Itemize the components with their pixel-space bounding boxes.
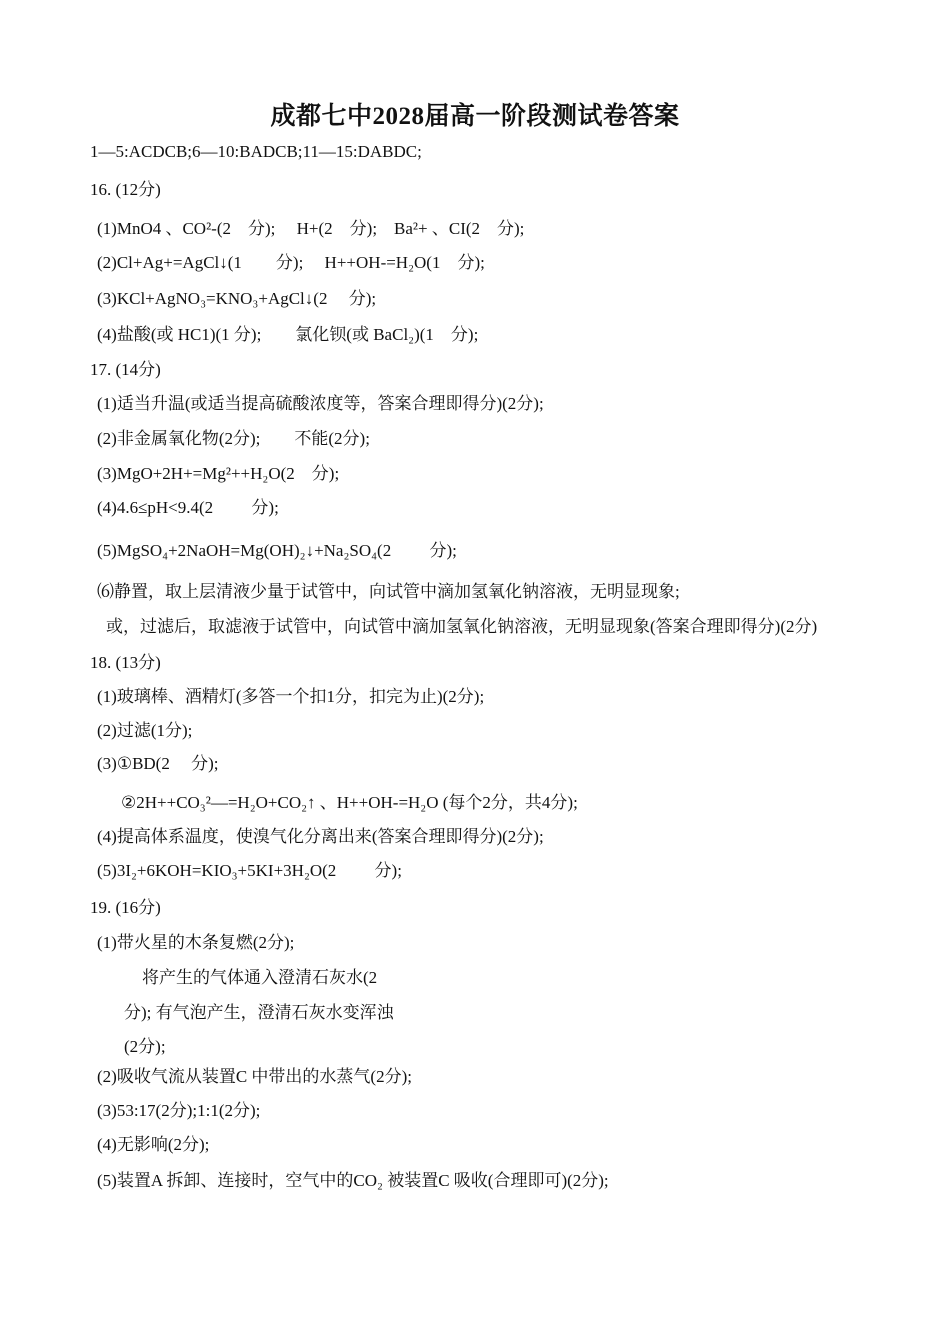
q16-answer-4: (4)盐酸(或 HC1)(1 分); 氯化钡(或 BaCl₂)(1 分); [97, 325, 479, 344]
page-title: 成都七中2028届高一阶段测试卷答案 [270, 103, 680, 130]
q17-answer-2: (2)非金属氧化物(2分); 不能(2分); [97, 429, 370, 448]
q18-answer-4: (4)提高体系温度，使溴气化分离出来(答案合理即得分)(2分); [97, 827, 544, 846]
q17-header: 17. (14分) [90, 360, 161, 379]
q19-answer-1c: 分); 有气泡产生，澄清石灰水变浑浊 [124, 1003, 394, 1022]
q19-answer-3: (3)53:17(2分);1:1(2分); [97, 1101, 261, 1120]
q19-answer-1b: 将产生的气体通入澄清石灰水(2 [142, 968, 378, 987]
q16-answer-2: (2)Cl+Ag+=AgCl↓(1 分); H++OH-=H₂O(1 分); [97, 253, 485, 272]
q18-answer-2: (2)过滤(1分); [97, 721, 193, 740]
q19-answer-5: (5)装置A 拆卸、连接时，空气中的CO₂ 被装置C 吸收(合理即可)(2分); [97, 1171, 609, 1190]
q18-answer-5: (5)3I₂+6KOH=KIO₃+5KI+3H₂O(2 分); [97, 861, 402, 880]
q19-header: 19. (16分) [90, 898, 161, 917]
q17-answer-6-alt: 或，过滤后，取滤液于试管中，向试管中滴加氢氧化钠溶液，无明显现象(答案合理即得分)(2分) [106, 617, 818, 636]
q18-answer-3b: ②2H++CO₃²—=H₂O+CO₂↑ 、H++OH-=H₂O (每个2分，共4分); [121, 793, 578, 812]
q18-header: 18. (13分) [90, 653, 161, 672]
q16-header: 16. (12分) [90, 180, 161, 199]
q17-answer-6: ⑹静置，取上层清液少量于试管中，向试管中滴加氢氧化钠溶液，无明显现象; [97, 582, 680, 601]
q17-answer-5: (5)MgSO₄+2NaOH=Mg(OH)₂↓+Na₂SO₄(2 分); [97, 541, 457, 560]
q16-answer-3: (3)KCl+AgNO₃=KNO₃+AgCl↓(2 分); [97, 289, 377, 308]
q18-answer-3: (3)①BD(2 分); [97, 754, 219, 773]
multiple-choice-answers: 1—5:ACDCB;6—10:BADCB;11—15:DABDC; [90, 142, 422, 161]
q19-answer-4: (4)无影响(2分); [97, 1135, 210, 1154]
q19-answer-1: (1)带火星的木条复燃(2分); [97, 933, 295, 952]
q17-answer-4: (4)4.6≤pH<9.4(2 分); [97, 498, 279, 517]
q19-answer-2: (2)吸收气流从装置C 中带出的水蒸气(2分); [97, 1067, 412, 1086]
q17-answer-3: (3)MgO+2H+=Mg²++H₂O(2 分); [97, 464, 340, 483]
q17-answer-1: (1)适当升温(或适当提高硫酸浓度等，答案合理即得分)(2分); [97, 394, 544, 413]
q19-answer-1d: (2分); [124, 1037, 166, 1056]
q16-answer-1: (1)MnO4 、CO²-(2 分); H+(2 分); Ba²+ 、CI(2 分); [97, 219, 525, 238]
q18-answer-1: (1)玻璃棒、酒精灯(多答一个扣1分，扣完为止)(2分); [97, 687, 485, 706]
